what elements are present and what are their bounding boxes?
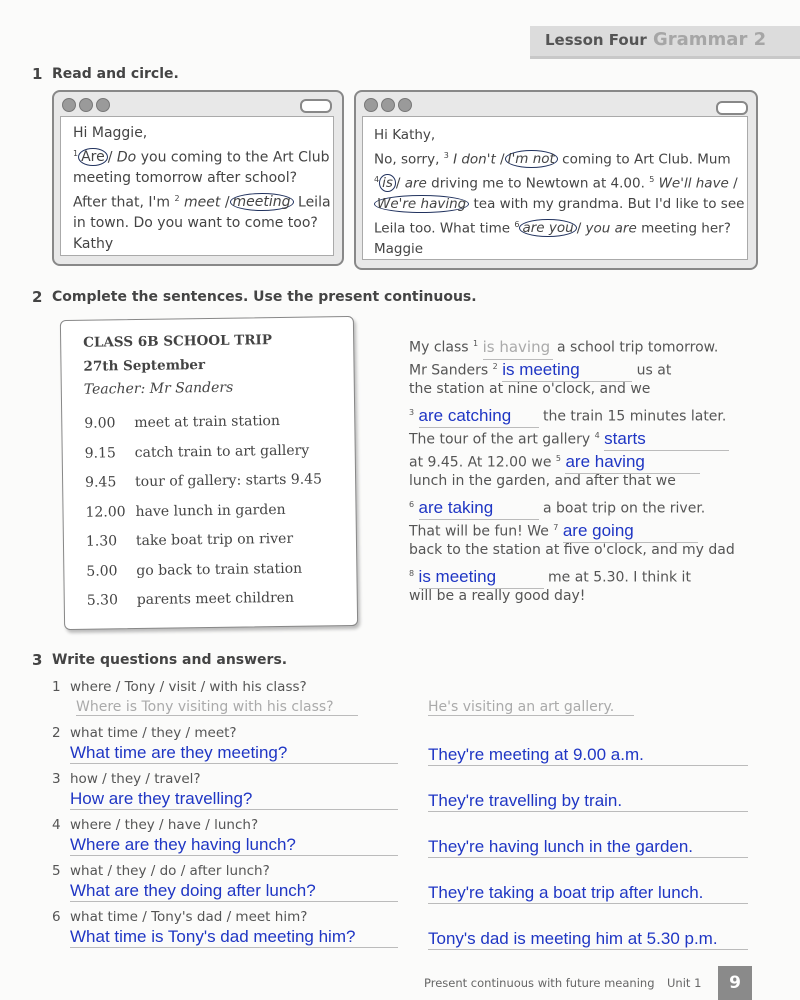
- para-line3: the station at nine o'clock, and we: [409, 381, 651, 397]
- email-window-1: [52, 90, 344, 266]
- grammar-label: Grammar 2: [653, 29, 767, 50]
- section3-number: 3: [32, 651, 43, 669]
- question-answer-line: Where are they having lunch?: [70, 835, 398, 856]
- email2-line3-mid: driving me to Newtown at 4.00.: [431, 175, 645, 192]
- email2-sign: Maggie: [374, 241, 424, 258]
- question-answer-line: What time are they meeting?: [70, 743, 398, 764]
- window-dot-icon: [62, 98, 76, 112]
- para-line12: will be a really good day!: [409, 588, 586, 604]
- question-answer-line: How are they travelling?: [70, 789, 398, 810]
- question-number: 6: [52, 909, 61, 925]
- section2-title: Complete the sentences. Use the present continuous.: [52, 289, 477, 305]
- question-number: 1: [52, 679, 61, 695]
- question-answer-line: What time is Tony's dad meeting him?: [70, 927, 398, 948]
- email2-opt-idont: I don't: [453, 151, 496, 168]
- para-line8-post: a boat trip on the river.: [543, 500, 706, 517]
- schedule-activity: catch train to art gallery: [134, 442, 310, 461]
- question-prompt: what time / Tony's dad / meet him?: [70, 909, 308, 925]
- trip-paragraph: My class $^1$ is having a school trip tomorrow. Mr Sanders $^2$ is meeting us at the station at nine o'clock, and we $^3$ are catching the train 15 minutes later. The tour of the art gallery $^4$ starts at 9.45. At 12.00 we $^5$ are having lunch in the garden, and after that we $^6$ are taking a boat trip on the river. That will be fun! We $^7$ are going back to the station at five o'clock, and my dad $^8$ is meeting me at 5.30. I think it will be a really good day!: [409, 332, 749, 608]
- window-pill-icon: [300, 99, 332, 113]
- para-line11-post: me at 5.30. I think it: [548, 569, 691, 586]
- schedule-activity: tour of gallery: starts 9.45: [135, 471, 323, 491]
- question-number: 4: [52, 817, 61, 833]
- question-prompt: what / they / do / after lunch?: [70, 863, 270, 879]
- para-line5-pre: The tour of the art gallery: [409, 431, 591, 448]
- schedule-activity: parents meet children: [136, 589, 295, 609]
- schedule-teacher: Teacher: Mr Sanders: [83, 379, 234, 398]
- email-body-2: Hi Kathy, No, sorry, $^3$ I don't / I'm not coming to Art Club. Mum $^4$ is / are driving me to Newtown at 4.00. $^5$ We'll have / We're having tea with my grandma. But I'd like to see Leila too. What time $^6$ are you / you are meeting her? Maggie: [362, 116, 748, 260]
- email1-greeting: Hi Maggie,: [73, 125, 148, 141]
- answer-line: They're having lunch in the garden.: [428, 837, 748, 858]
- email2-opt-wellhave: We'll have: [658, 175, 729, 192]
- email2-opt-are: are: [404, 175, 427, 192]
- answer-blank-1: is having: [483, 336, 553, 360]
- email2-opt-imnot: I'm not: [505, 150, 558, 168]
- window-dot-icon: [381, 98, 395, 112]
- question-prompt: where / they / have / lunch?: [70, 817, 259, 833]
- question-answer-line: What are they doing after lunch?: [70, 881, 398, 902]
- email2-opt-youare: you are: [585, 220, 637, 237]
- email1-opt-do: Do: [116, 149, 137, 166]
- schedule-time: 9.00: [84, 415, 116, 432]
- email-body-1: Hi Maggie, $^1$ Are / Do you coming to the Art Club meeting tomorrow after school? After that, I'm $^2$ meet / meeting Leila in town. Do you want to come too? Kathy: [60, 116, 334, 256]
- email1-sign: Kathy: [73, 235, 114, 252]
- email1-line4-post: Leila: [298, 194, 331, 211]
- email1-opt-are: Are: [78, 148, 108, 166]
- answer-blank-7: are going: [563, 519, 698, 543]
- page-number: 9: [718, 966, 752, 1000]
- footer-unit: Unit 1: [667, 976, 702, 990]
- schedule-time: 12.00: [85, 503, 126, 521]
- email1-opt-meeting: meeting: [230, 193, 294, 211]
- para-line2-pre: Mr Sanders: [409, 362, 489, 379]
- question-prompt: how / they / travel?: [70, 771, 201, 787]
- para-line9-pre: That will be fun! We: [409, 523, 549, 540]
- answer-blank-4: starts: [604, 427, 729, 451]
- answer-blank-3: are catching: [419, 404, 539, 428]
- window-dot-icon: [96, 98, 110, 112]
- footer-topic: Present continuous with future meaning: [424, 976, 655, 990]
- question-number: 3: [52, 771, 61, 787]
- answer-line: He's visiting an art gallery.: [428, 699, 634, 716]
- email2-line4-post: tea with my grandma. But I'd like to see: [473, 196, 745, 213]
- para-line6-pre: at 9.45. At 12.00 we: [409, 454, 552, 471]
- section3-title: Write questions and answers.: [52, 652, 288, 668]
- answer-blank-8: is meeting: [419, 565, 544, 589]
- schedule-activity: meet at train station: [134, 413, 281, 432]
- para-line2-post: us at: [636, 362, 672, 379]
- schedule-title: CLASS 6B SCHOOL TRIP: [83, 332, 273, 351]
- window-pill-icon: [716, 101, 748, 115]
- schedule-activity: take boat trip on river: [135, 530, 294, 550]
- email1-line3: meeting tomorrow after school?: [73, 170, 298, 187]
- email1-line2: you coming to the Art Club: [140, 149, 330, 166]
- schedule-card: [60, 316, 358, 630]
- schedule-time: 5.00: [86, 562, 118, 580]
- window-dot-icon: [398, 98, 412, 112]
- window-dot-icon: [79, 98, 93, 112]
- email2-opt-areyou: are you: [519, 219, 576, 237]
- email-window-2: [354, 90, 758, 270]
- para-line4-post: the train 15 minutes later.: [543, 408, 727, 425]
- answer-line: They're travelling by train.: [428, 791, 748, 812]
- email1-line5: in town. Do you want to come too?: [73, 215, 318, 232]
- email2-line2-post: coming to Art Club. Mum: [562, 151, 731, 168]
- email1-opt-meet: meet: [184, 194, 221, 211]
- section2-number: 2: [32, 288, 43, 306]
- question-prompt: what time / they / meet?: [70, 725, 237, 741]
- schedule-activity: go back to train station: [136, 560, 303, 579]
- email2-greeting: Hi Kathy,: [374, 127, 436, 143]
- question-answer-line: Where is Tony visiting with his class?: [76, 699, 358, 716]
- question-number: 5: [52, 863, 61, 879]
- email2-opt-werehaving: We're having: [374, 195, 469, 213]
- schedule-date: 27th September: [83, 357, 206, 375]
- window-dot-icon: [364, 98, 378, 112]
- question-number: 2: [52, 725, 61, 741]
- email2-line2-pre: No, sorry,: [374, 151, 440, 168]
- para-line7: lunch in the garden, and after that we: [409, 473, 676, 489]
- schedule-time: 5.30: [86, 592, 119, 609]
- answer-blank-6: are taking: [419, 496, 539, 520]
- answer-line: Tony's dad is meeting him at 5.30 p.m.: [428, 929, 748, 950]
- section1-number: 1: [32, 65, 43, 83]
- email2-line5-pre: Leila too. What time: [374, 220, 511, 237]
- answer-blank-2: is meeting: [502, 358, 632, 382]
- answer-line: They're meeting at 9.00 a.m.: [428, 745, 748, 766]
- schedule-time: 9.15: [84, 444, 116, 462]
- schedule-activity: have lunch in garden: [135, 501, 286, 520]
- question-prompt: where / Tony / visit / with his class?: [70, 679, 307, 695]
- answer-line: They're taking a boat trip after lunch.: [428, 883, 748, 904]
- para-line1-post: a school trip tomorrow.: [557, 339, 719, 356]
- lesson-label: Lesson Four: [545, 31, 647, 49]
- email2-opt-is: is: [379, 174, 396, 192]
- para-line10: back to the station at five o'clock, and my dad: [409, 542, 735, 558]
- email2-line5-post: meeting her?: [641, 220, 731, 237]
- para-line1-pre: My class: [409, 339, 469, 356]
- schedule-time: 1.30: [85, 533, 118, 550]
- answer-blank-5: are having: [565, 450, 700, 474]
- email1-line4-pre: After that, I'm: [73, 194, 171, 211]
- schedule-time: 9.45: [85, 474, 117, 491]
- section1-title: Read and circle.: [52, 66, 179, 82]
